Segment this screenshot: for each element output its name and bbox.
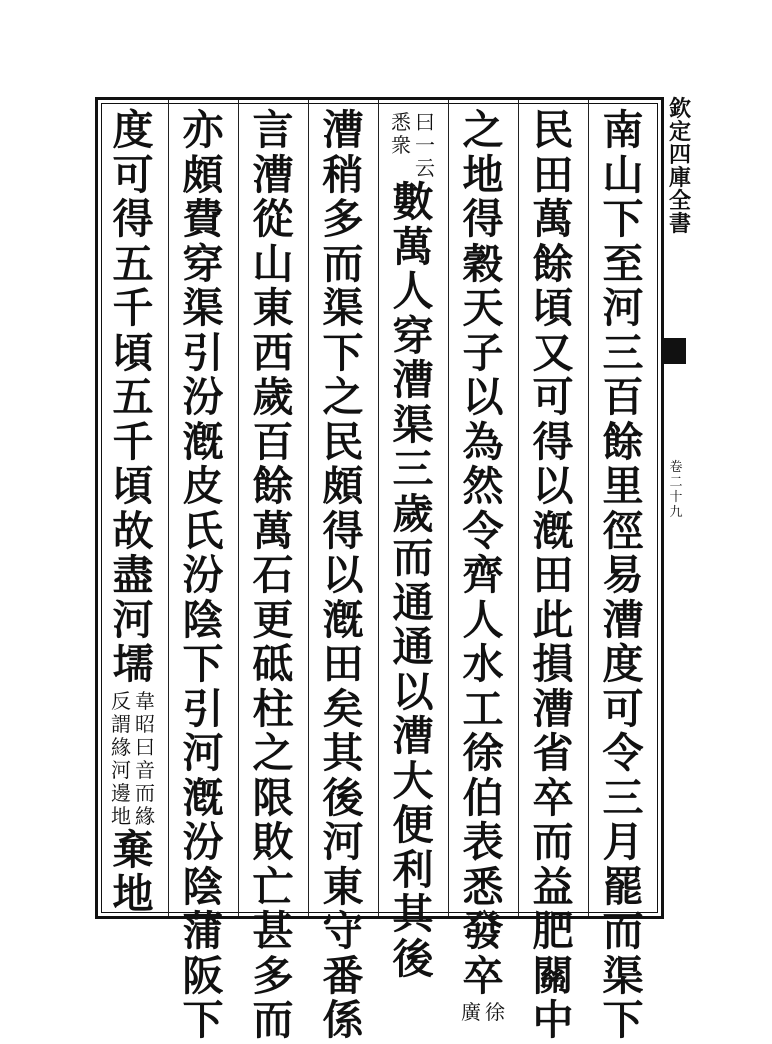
main-char: 下: [182, 640, 224, 688]
main-char: 伯: [462, 773, 504, 822]
main-char: 後: [322, 773, 364, 822]
main-char: 數: [392, 178, 434, 226]
note-char: 徐: [485, 1000, 505, 1024]
main-char: 百: [602, 373, 644, 421]
text-column: [178, 106, 228, 1044]
main-char: 田: [532, 551, 574, 599]
main-char: 穿: [392, 311, 434, 360]
column-rule: [448, 100, 449, 916]
main-char: 餘: [252, 462, 294, 510]
note-char: 地: [111, 803, 131, 828]
main-char: 人: [392, 267, 434, 315]
main-char: 頃: [112, 328, 154, 377]
main-char: 令: [462, 506, 504, 555]
main-char: 月: [602, 818, 644, 866]
main-char: 南: [602, 106, 644, 154]
note-char: 而: [135, 780, 155, 805]
note-char: 謂: [111, 711, 131, 736]
main-char: 盡: [112, 551, 154, 599]
juan-char: 九: [669, 505, 683, 520]
main-char: 下: [602, 996, 644, 1044]
margin-title: [667, 98, 693, 236]
text-column: [388, 108, 438, 983]
main-char: 渠: [602, 951, 644, 1000]
main-char: 頃: [532, 284, 574, 332]
main-char: 西: [252, 328, 294, 377]
main-char: 言: [252, 106, 294, 154]
column-rule: [518, 100, 519, 916]
main-char: 其: [392, 890, 434, 938]
margin-title-char: 書: [668, 211, 691, 237]
text-column: [248, 106, 298, 1044]
note-char: 廣: [461, 1000, 481, 1024]
main-char: 大: [392, 756, 434, 805]
main-char: 敗: [252, 818, 294, 866]
note-char: 韋: [135, 688, 155, 713]
main-char: 又: [532, 328, 574, 377]
main-char: 漕: [322, 106, 364, 154]
main-char: 中: [532, 996, 574, 1044]
main-char: 三: [392, 445, 434, 493]
main-char: 甚: [252, 907, 294, 955]
main-char: 頗: [182, 150, 224, 199]
main-char: 益: [532, 862, 574, 911]
note-char: 云: [415, 156, 435, 180]
note-char: 河: [111, 757, 131, 782]
juan-number: [665, 460, 687, 520]
main-char: 得: [462, 195, 504, 243]
column-rule: [308, 100, 309, 916]
main-char: 砥: [252, 640, 294, 688]
main-char: 而: [322, 239, 364, 288]
main-char: 三: [602, 773, 644, 822]
main-char: 蒲: [182, 907, 224, 955]
main-char: 悉: [462, 862, 504, 911]
main-char: 漕: [392, 356, 434, 404]
main-char: 度: [602, 640, 644, 688]
main-char: 係: [322, 996, 364, 1044]
main-char: 亡: [252, 862, 294, 911]
main-char: 餘: [602, 417, 644, 466]
main-char: 里: [602, 462, 644, 510]
main-char: 以: [532, 462, 574, 510]
main-char: 引: [182, 684, 224, 733]
main-char: 漕: [532, 684, 574, 733]
fish-tail-mark: [664, 338, 686, 364]
main-char: 令: [602, 729, 644, 777]
main-char: 從: [252, 195, 294, 243]
main-char: 餘: [532, 239, 574, 288]
main-char: 引: [182, 328, 224, 377]
note-char: 衆: [391, 133, 411, 157]
main-char: 陰: [182, 595, 224, 644]
main-char: 子: [462, 328, 504, 377]
column-rule: [168, 100, 169, 916]
margin-title-char: 庫: [668, 165, 691, 191]
main-char: 田: [322, 640, 364, 688]
main-char: 渠: [392, 400, 434, 449]
note-subcolumn: [389, 111, 413, 180]
main-char: 費: [182, 195, 224, 243]
note-char: 悉: [391, 110, 411, 134]
main-char: 守: [322, 907, 364, 955]
main-char: 省: [532, 729, 574, 777]
main-char: 罷: [602, 862, 644, 911]
main-char: 柱: [252, 684, 294, 733]
main-char: 發: [462, 907, 504, 955]
main-char: 天: [462, 284, 504, 332]
note-char: 音: [135, 757, 155, 782]
main-char: 徐: [462, 729, 504, 777]
text-column: [108, 106, 158, 918]
main-char: 更: [252, 595, 294, 644]
main-char: 可: [112, 150, 154, 199]
main-char: 漑: [322, 595, 364, 644]
main-char: 人: [462, 595, 504, 644]
main-char: 田: [532, 150, 574, 199]
main-char: 萬: [392, 222, 434, 271]
main-char: 限: [252, 773, 294, 822]
text-column: [318, 106, 368, 1044]
main-char: 亦: [182, 106, 224, 154]
main-char: 漕: [392, 712, 434, 760]
note-subcolumn: [133, 690, 157, 828]
main-char: 可: [602, 684, 644, 733]
main-char: 棄: [112, 825, 154, 874]
main-char: 萬: [252, 506, 294, 555]
main-char: 三: [602, 328, 644, 377]
main-char: 壖: [112, 640, 154, 688]
main-char: 至: [602, 239, 644, 288]
main-char: 阪: [182, 951, 224, 1000]
main-char: 石: [252, 551, 294, 599]
interlinear-note: [388, 111, 438, 180]
main-char: 下: [602, 195, 644, 243]
main-char: 以: [462, 373, 504, 421]
main-char: 矣: [322, 684, 364, 733]
main-char: 歲: [392, 489, 434, 538]
note-subcolumn: [413, 111, 437, 180]
main-char: 漕: [602, 595, 644, 644]
note-char: 反: [111, 688, 131, 713]
main-char: 可: [532, 373, 574, 421]
main-char: 損: [532, 640, 574, 688]
main-char: 多: [252, 951, 294, 1000]
main-char: 齊: [462, 551, 504, 599]
main-char: 徑: [602, 506, 644, 555]
note-subcolumn: [109, 690, 133, 828]
main-char: 此: [532, 595, 574, 644]
main-char: 渠: [182, 284, 224, 332]
interlinear-note: [458, 1001, 508, 1024]
column-rule: [588, 100, 589, 916]
main-char: 汾: [182, 373, 224, 421]
main-char: 卒: [462, 951, 504, 1000]
main-char: 後: [392, 934, 434, 983]
main-char: 卒: [532, 773, 574, 822]
main-char: 東: [322, 862, 364, 911]
juan-char: 二: [669, 475, 683, 490]
main-char: 水: [462, 640, 504, 688]
main-char: 漑: [532, 506, 574, 555]
main-char: 其: [322, 729, 364, 777]
juan-char: 卷: [669, 460, 683, 475]
main-char: 山: [602, 150, 644, 199]
main-char: 穿: [182, 239, 224, 288]
main-char: 番: [322, 951, 364, 1000]
main-char: 得: [532, 417, 574, 466]
main-char: 氏: [182, 506, 224, 555]
interlinear-note: [108, 690, 158, 828]
main-char: 民: [322, 417, 364, 466]
main-char: 而: [252, 996, 294, 1044]
main-char: 民: [532, 106, 574, 154]
main-char: 百: [252, 417, 294, 466]
main-char: 河: [322, 818, 364, 866]
main-char: 表: [462, 818, 504, 866]
main-char: 為: [462, 417, 504, 466]
main-char: 工: [462, 684, 504, 733]
main-char: 通: [392, 578, 434, 627]
margin-title-char: 定: [668, 119, 691, 145]
main-char: 多: [322, 195, 364, 243]
main-char: 下: [182, 996, 224, 1044]
main-char: 頃: [112, 462, 154, 510]
note-char: 昭: [135, 711, 155, 736]
main-char: 東: [252, 284, 294, 332]
main-char: 皮: [182, 462, 224, 510]
note-char: 緣: [135, 803, 155, 828]
main-char: 汾: [182, 551, 224, 599]
main-char: 歲: [252, 373, 294, 421]
note-char: 邊: [111, 780, 131, 805]
main-char: 而: [392, 534, 434, 582]
main-char: 萬: [532, 195, 574, 243]
main-char: 故: [112, 506, 154, 555]
main-char: 以: [392, 667, 434, 716]
juan-char: 十: [669, 490, 683, 505]
margin-title-char: 四: [668, 142, 691, 168]
main-char: 五: [112, 373, 154, 421]
main-char: 漑: [182, 417, 224, 466]
column-rule: [238, 100, 239, 916]
main-char: 千: [112, 284, 154, 332]
main-char: 河: [112, 595, 154, 644]
main-char: 千: [112, 417, 154, 466]
main-char: 之: [252, 729, 294, 777]
main-char: 山: [252, 239, 294, 288]
note-char: 一: [415, 133, 435, 157]
note-subcolumn: [459, 1001, 483, 1024]
text-column: [458, 106, 508, 1024]
main-char: 然: [462, 462, 504, 510]
note-subcolumn: [483, 1001, 507, 1024]
text-column: [528, 106, 578, 1044]
main-char: 得: [322, 506, 364, 555]
note-char: 曰: [135, 734, 155, 759]
main-char: 五: [112, 239, 154, 288]
main-char: 河: [182, 729, 224, 777]
text-column: [598, 106, 648, 1044]
main-char: 以: [322, 551, 364, 599]
main-char: 渠: [322, 284, 364, 332]
main-char: 關: [532, 951, 574, 1000]
main-char: 漕: [252, 150, 294, 199]
main-char: 汾: [182, 818, 224, 866]
note-char: 緣: [111, 734, 131, 759]
main-char: 稍: [322, 150, 364, 199]
margin-title-char: 全: [668, 188, 691, 214]
main-char: 利: [392, 845, 434, 894]
main-char: 下: [322, 328, 364, 377]
main-char: 而: [602, 907, 644, 955]
main-char: 便: [392, 801, 434, 849]
main-char: 度: [112, 106, 154, 154]
main-char: 之: [322, 373, 364, 421]
main-char: 穀: [462, 239, 504, 288]
main-char: 而: [532, 818, 574, 866]
margin-title-char: 欽: [668, 96, 691, 122]
main-char: 得: [112, 195, 154, 243]
main-char: 地: [112, 870, 154, 918]
main-char: 陰: [182, 862, 224, 911]
main-char: 之: [462, 106, 504, 154]
main-char: 地: [462, 150, 504, 199]
column-rule: [378, 100, 379, 916]
main-char: 頗: [322, 462, 364, 510]
main-char: 通: [392, 623, 434, 671]
main-char: 漑: [182, 773, 224, 822]
main-char: 易: [602, 551, 644, 599]
main-char: 肥: [532, 907, 574, 955]
main-char: 河: [602, 284, 644, 332]
note-char: 曰: [415, 110, 435, 134]
